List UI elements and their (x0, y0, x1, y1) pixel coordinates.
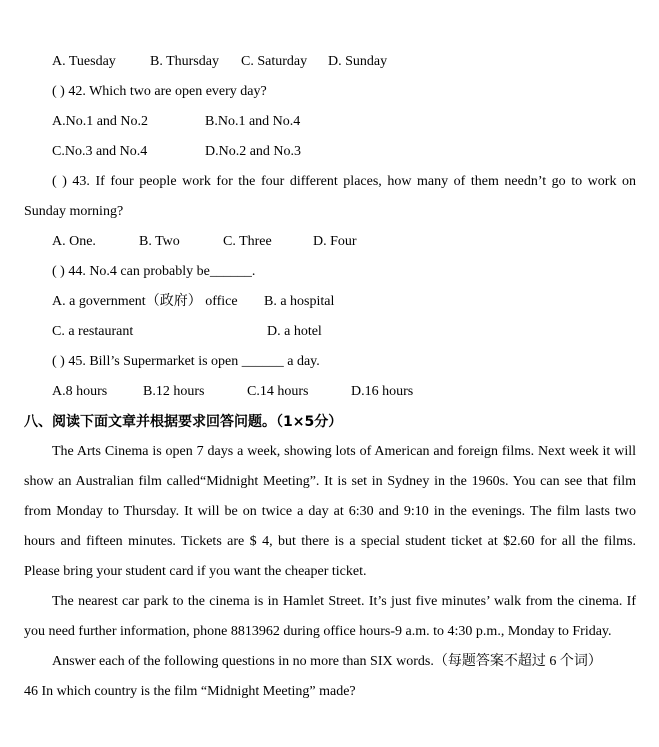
q44-option-c: C. a restaurant (52, 324, 134, 339)
section-heading (0, 412, 659, 432)
q42-stem-text: ( ) 42. Which two are open every day? (52, 84, 267, 99)
q44-options-row-1 (0, 292, 659, 312)
q42-option-c: C.No.3 and No.4 (52, 144, 148, 159)
q41-options-row (0, 52, 659, 72)
q42-option-d: D.No.2 and No.3 (205, 144, 302, 159)
q44-options-row-2 (0, 322, 659, 342)
q42-stem (0, 82, 659, 102)
passage-paragraph-2: The nearest car park to the cinema is in Hamlet Street. It’s just five minutes’ walk from the cinema. If you need further information, phone 8813962 during office hours-9 a.m. to 4:30 p.m., Monday to Friday. (24, 594, 636, 639)
q43-option-c: C. Three (223, 234, 272, 249)
q42-option-a: A.No.1 and No.2 (52, 114, 149, 129)
q45-option-d: D.16 hours (351, 384, 414, 399)
q42-option-b: B.No.1 and No.4 (205, 114, 301, 129)
q44-stem-text: ( ) 44. No.4 can probably be______. (52, 264, 256, 279)
q41-option-c: C. Saturday (241, 54, 308, 69)
section-heading-text: 八、阅读下面文章并根据要求回答问题。（1×5分） (24, 414, 343, 430)
q44-option-b: B. a hospital (264, 294, 335, 309)
q46-question-text: 46 In which country is the film “Midnight Meeting” made? (24, 684, 356, 699)
q43-options-row (0, 232, 659, 252)
q45-option-a: A.8 hours (52, 384, 108, 399)
q43-option-d: D. Four (313, 234, 357, 249)
q41-option-d: D. Sunday (328, 54, 388, 69)
q45-option-b: B.12 hours (143, 384, 205, 399)
q45-options-row (0, 382, 659, 402)
q46-question (0, 682, 659, 702)
passage-paragraph-1: The Arts Cinema is open 7 days a week, showing lots of American and foreign films. Next week it will show an Australian film called“Midnight Meeting”. It is set in Sydney in the 1960s. You can see that film from Monday to Thursday. It will be on twice a day at 6:30 and 9:10 in the evenings. The film lasts two hours and fifteen minutes. Tickets are $ 4, but there is a special student ticket at $2.60 for all the films. Please bring your student card if you want the cheaper ticket. (24, 444, 636, 579)
q44-option-a: A. a government（政府） office (52, 294, 238, 309)
q45-stem (0, 352, 659, 372)
q41-option-a: A. Tuesday (52, 54, 116, 69)
q42-options-row-2 (0, 142, 659, 162)
q43-option-b: B. Two (139, 234, 180, 249)
q43-option-a: A. One. (52, 234, 96, 249)
answer-instruction (0, 652, 659, 672)
q44-stem (0, 262, 659, 282)
q43-stem: ( ) 43. If four people work for the four different places, how many of them needn’t go to work on Sunday morning? (24, 174, 636, 219)
q44-option-d: D. a hotel (267, 324, 322, 339)
answer-instruction-text: Answer each of the following questions in no more than SIX words.（每题答案不超过 6 个词） (52, 654, 602, 669)
q41-option-b: B. Thursday (150, 54, 219, 69)
q45-option-c: C.14 hours (247, 384, 309, 399)
q45-stem-text: ( ) 45. Bill’s Supermarket is open ______ a day. (52, 354, 320, 369)
q42-options-row-1 (0, 112, 659, 132)
